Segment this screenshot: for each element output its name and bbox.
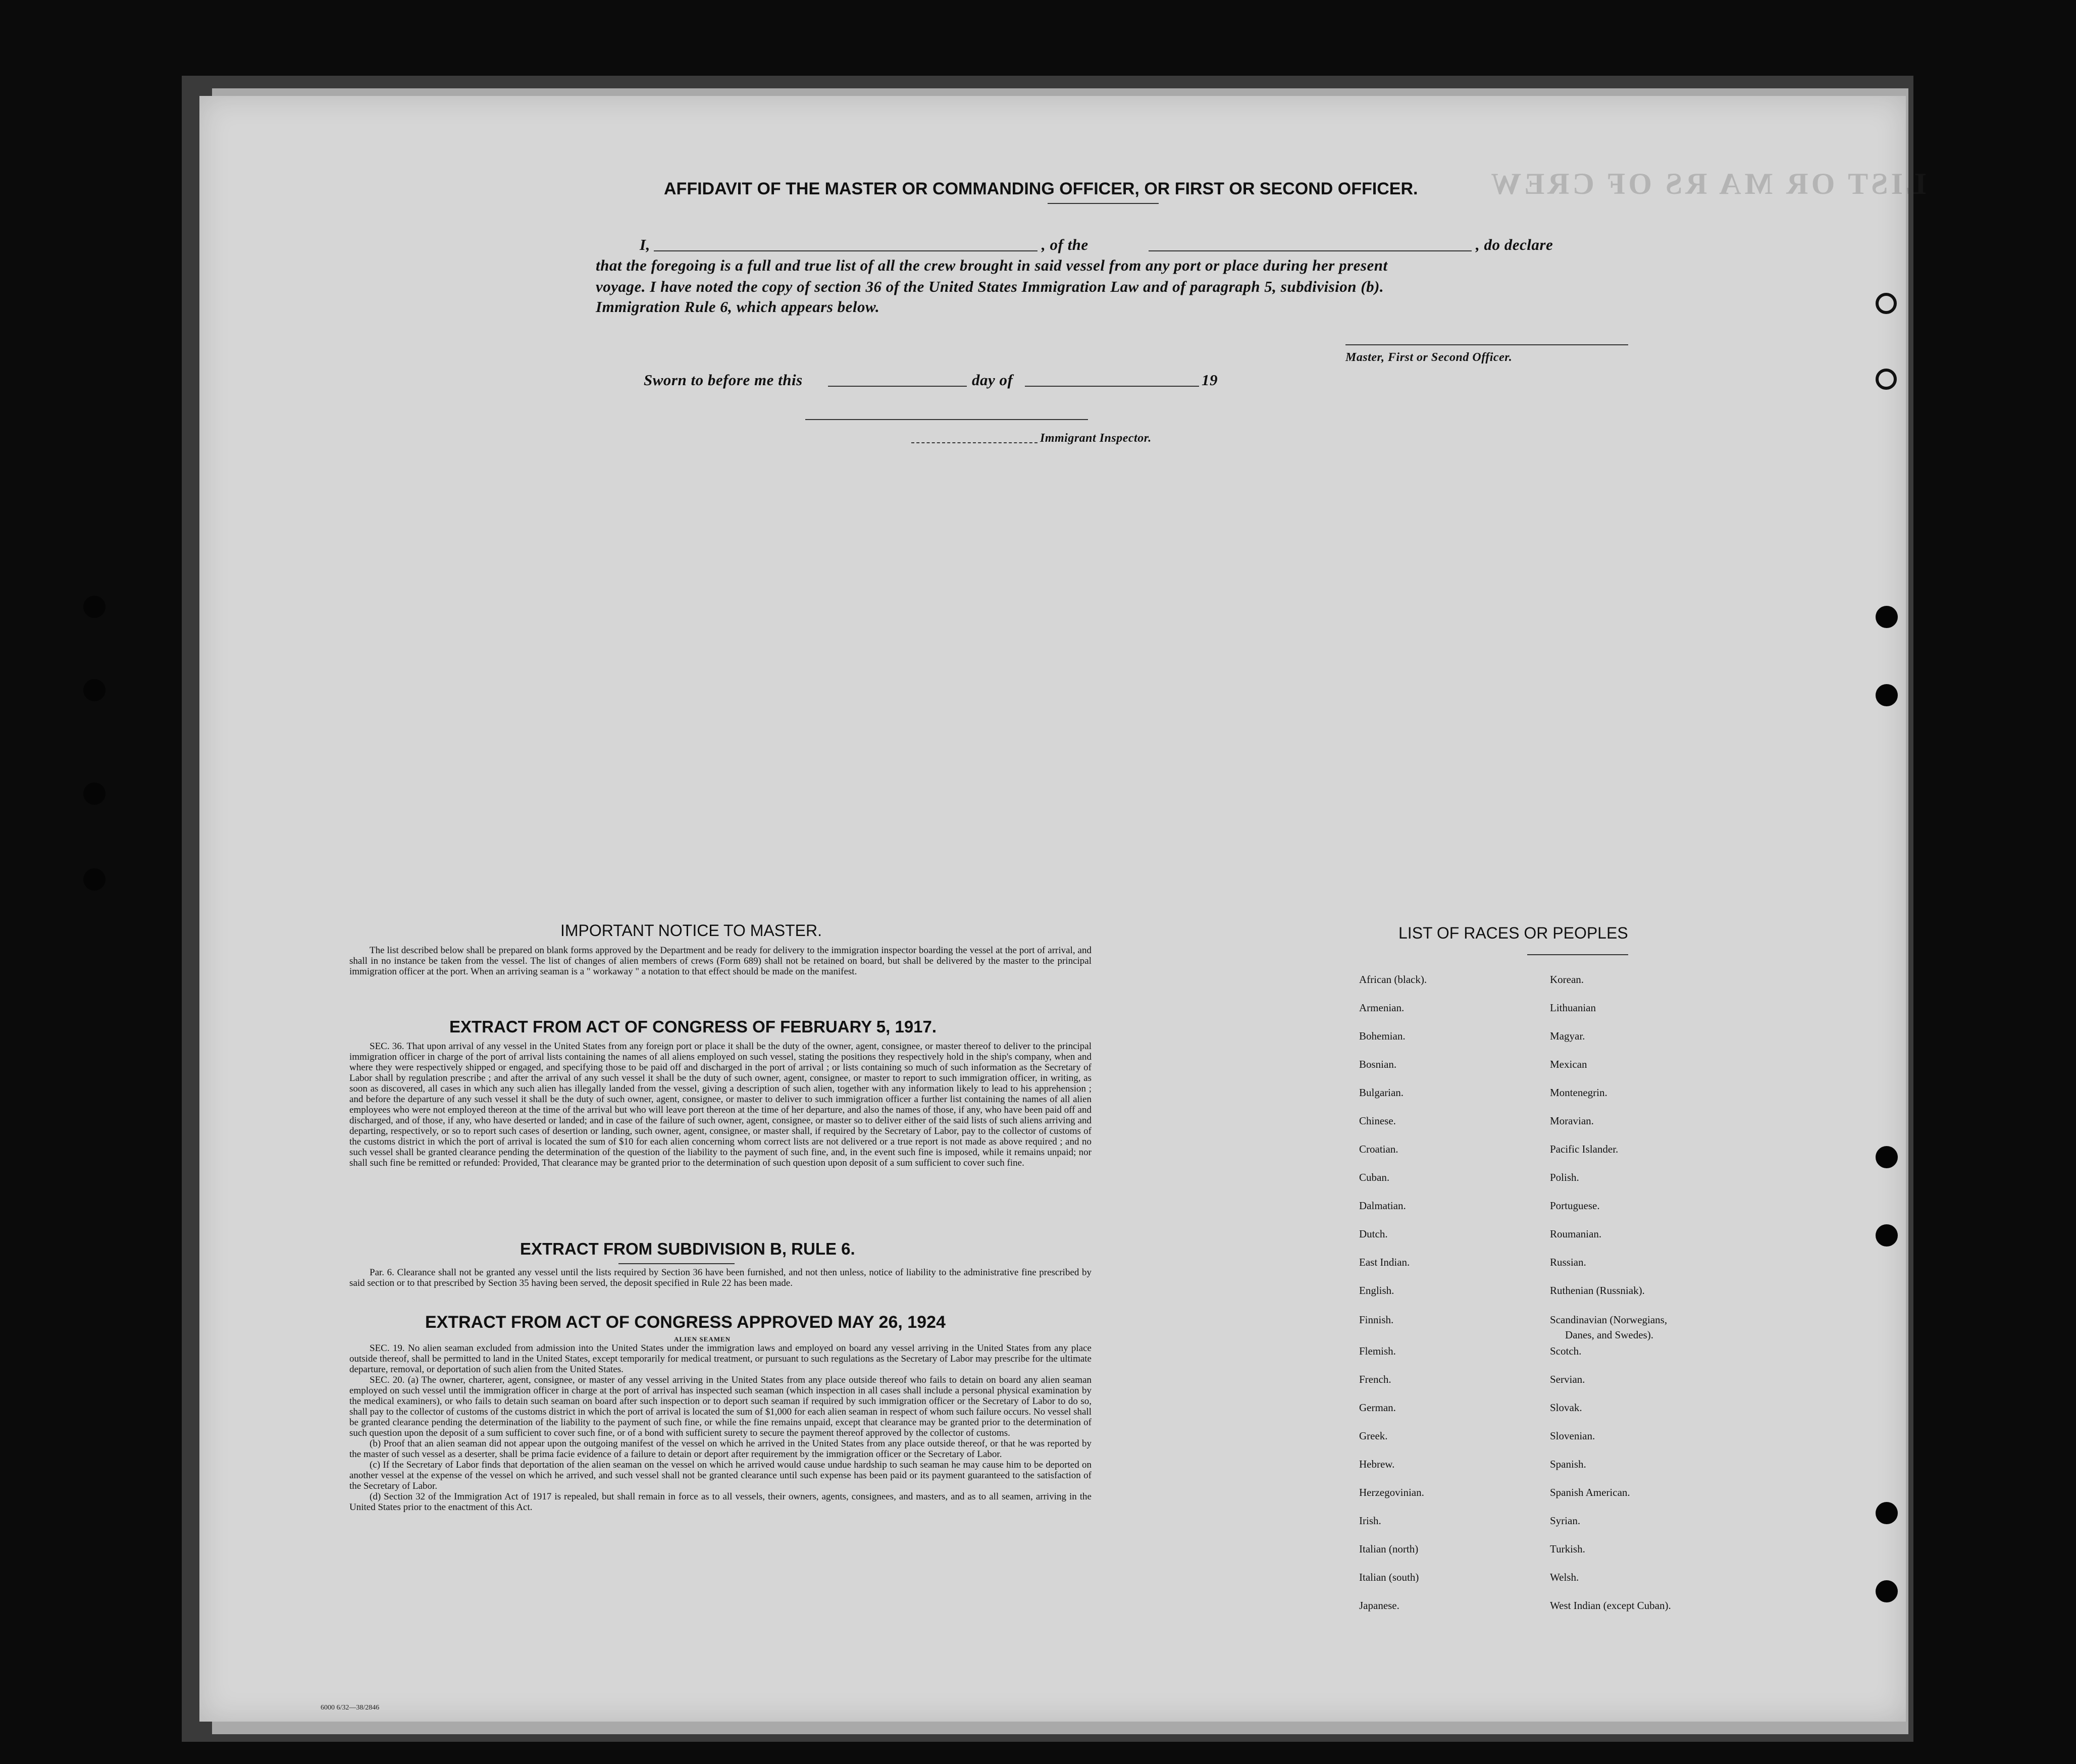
affidavit-line-2: that the foregoing is a full and true list of all the crew brought in said vessel from any port or place during her present: [596, 256, 1388, 274]
race-item: Scandinavian (Norwegians,: [1550, 1314, 1668, 1326]
bleed-through-title: LIST OR MA RS OF CREW: [1488, 167, 1926, 200]
race-item: Ruthenian (Russniak).: [1550, 1284, 1645, 1296]
race-item: Servian.: [1550, 1373, 1585, 1385]
binder-hole: [1876, 1502, 1898, 1524]
race-item: Welsh.: [1550, 1571, 1579, 1583]
binder-hole: [83, 679, 106, 701]
race-item: Japanese.: [1359, 1599, 1399, 1612]
sec-36-text: SEC. 36. That upon arrival of any vessel in the United States from any foreign port or place it shall be the duty of the owner, agent, consignee, or master thereof to deliver to the principal immigration officer in charge of the port of arrival lists containing the names of all aliens employed on such vessel, stating the positions they respectively hold in the ship's company, when and where they were respectively shipped or engaged, and specifying those to be paid off and discharged in the port of arrival ; or lists containing so much of such information as the Secretary of Labor shall by regulation prescribe ; and after the arrival of any such vessel it shall be the duty of such owner, agent, consignee, or master to report to such immigration officer, in writing, as soon as discovered, all cases in which any such alien has illegally landed from the vessel, giving a description of such alien, together with any information likely to lead to his apprehension ; and before the departure of any such vessel it shall be the duty of such owner, agent, consignee, or master to deliver to such immigration officer a further list containing the names of all alien employees who were not employed thereon at the time of the arrival but who will leave port thereon at the time of her departure, and also the names of those, if any, who have been paid off and discharged, and of those, if any, who have deserted or landed; and in case of the failure of such owner, agent, consignee, or master so to deliver either of the said lists of such aliens arriving and departing, respectively, or so to report such cases of desertion or landing, such owner, agent, consignee, or master shall, if required by the Secretary of Labor, pay to the collector of customs of the customs district in which the port of arrival is located the sum of $10 for each alien concerning whom correct lists are not delivered or a true report is not made as above required ; and no such vessel shall be granted clearance pending the determination of the question of the liability to the payment of such fine, and, in the event such fine is imposed, while it remains unpaid; nor shall such fine be remitted or refunded: Provided, That clearance may be granted prior to the determination of such question upon deposit of a sum sufficient to cover such fine.: [349, 1041, 1092, 1168]
race-item: Bulgarian.: [1359, 1086, 1404, 1099]
race-item: Mexican: [1550, 1058, 1587, 1070]
race-item: Spanish American.: [1550, 1486, 1630, 1498]
affidavit-line-3: voyage. I have noted the copy of section 36 of the United States Immigration Law and of paragraph 5, subdivision (b).: [596, 278, 1384, 295]
affidavit-title: AFFIDAVIT OF THE MASTER OR COMMANDING OFFICER, OR FIRST OR SECOND OFFICER.: [664, 179, 1418, 198]
race-item: Herzegovinian.: [1359, 1486, 1424, 1498]
race-item: Lithuanian: [1550, 1002, 1596, 1014]
par-6-text: Par. 6. Clearance shall not be granted any vessel until the lists required by Section 36 have been furnished, and not then unless, notice of liability to the administrative fine prescribed by said section or to that prescribed by Section 35 having been served, the deposit specified in Rule 22 has been made.: [349, 1267, 1092, 1288]
race-item: Dutch.: [1359, 1228, 1388, 1240]
race-item: Bohemian.: [1359, 1030, 1406, 1042]
day-of-label: day of: [972, 371, 1013, 389]
race-item: Flemish.: [1359, 1345, 1396, 1357]
name-blank: [654, 250, 1037, 251]
race-item: Portuguese.: [1550, 1200, 1600, 1212]
vessel-blank: [1149, 250, 1472, 251]
inspector-blank: [911, 442, 1037, 443]
form-code: 6000 6/32—38/2846: [321, 1704, 380, 1711]
binder-hole: [1876, 369, 1897, 390]
notice-body: [349, 945, 1092, 977]
sec-20d-text: (d) Section 32 of the Immigration Act of 1917 is repealed, but shall remain in force as to all vessels, their owners, agents, consignees, and masters, and as to all seamen, arriving in the United States prior to the enactment of this Act.: [349, 1491, 1092, 1513]
races-title: LIST OF RACES OR PEOPLES: [1398, 924, 1628, 942]
affidavit-of-the: , of the: [1042, 236, 1088, 253]
sec-19-text: SEC. 19. No alien seaman excluded from admission into the United States under the immigration laws and employed on board any vessel arriving in the United States from any place outside thereof, shall be permitted to land in the United States, except temporarily for medical treatment, or pursuant to such regulations as the Secretary of Labor may prescribe for the ultimate departure, removal, or deportation of such alien from the United States.: [349, 1343, 1092, 1375]
title-rule: [1048, 203, 1159, 204]
race-item: Moravian.: [1550, 1115, 1594, 1127]
sec-20c-text: (c) If the Secretary of Labor finds that deportation of the alien seaman on the vessel on which he arrived would cause undue hardship to such seaman he may cause him to be deported on another vessel at the expense of the vessel on which he arrived, and such vessel shall not be granted clearance until such expense has been paid or its payment guaranteed to the satisfaction of the Secretary of Labor.: [349, 1460, 1092, 1491]
sec-20a-text: SEC. 20. (a) The owner, charterer, agent, consignee, or master of any vessel arriving in the United States from any place outside thereof who fails to detain on board any alien seaman employed on such vessel until the immigration officer in charge at the port of arrival has inspected such seaman (which inspection in all cases shall include a personal physical examination by the medical examiners), or who fails to detain such seaman on board after such inspection or to deport such seaman if required by such immigration officer or the Secretary of Labor to do so, shall pay to the collector of customs of the customs district in which the port of arrival is located the sum of $1,000 for each alien seaman in respect of whom such failure occurs. No vessel shall be granted clearance pending the determination of the liability to the payment of such fine, or while the fine remains unpaid, except that clearance may be granted prior to the determination of such question upon the deposit of a sum sufficient to cover such fine, or of a bond with sufficient surety to secure the payment thereof approved by the collector of customs.: [349, 1375, 1092, 1438]
binder-hole: [1876, 1580, 1898, 1602]
race-item: African (black).: [1359, 973, 1427, 985]
binder-hole: [1876, 1146, 1898, 1168]
binder-hole: [1876, 1224, 1898, 1247]
race-item: Russian.: [1550, 1256, 1586, 1268]
binder-hole: [83, 868, 106, 891]
race-item: Scotch.: [1550, 1345, 1582, 1357]
month-blank: [1025, 386, 1199, 387]
sworn-label: Sworn to before me this: [644, 371, 803, 389]
race-item: Slovenian.: [1550, 1430, 1595, 1442]
extract-1924-title: EXTRACT FROM ACT OF CONGRESS APPROVED MAY 26, 1924: [425, 1313, 946, 1332]
notice-text: The list described below shall be prepared on blank forms approved by the Department and be ready for delivery to the immigration inspector boarding the vessel at the port of arrival, and shall in no instance be taken from the vessel. The list of changes of alien members of crews (Form 689) shall not be retained on board, but shall be delivered by the master to the principal immigration officer at the port. When an arriving seaman is a " workaway " a notation to that effect should be made on the manifest.: [349, 945, 1092, 977]
race-item: Italian (north): [1359, 1543, 1419, 1555]
race-item: West Indian (except Cuban).: [1550, 1599, 1671, 1612]
extract-1917-body: [349, 1041, 1092, 1168]
sec-20b-text: (b) Proof that an alien seaman did not appear upon the outgoing manifest of the vessel on which he arrived in the United States from any place outside thereof, or that he was reported by the master of such vessel as a deserter, shall be prima facie evidence of a failure to detain or deport after requirement by the immigration officer or the Secretary of Labor.: [349, 1438, 1092, 1460]
race-item: Turkish.: [1550, 1543, 1585, 1555]
race-item: Finnish.: [1359, 1314, 1394, 1326]
notice-title: IMPORTANT NOTICE TO MASTER.: [560, 921, 822, 940]
binder-hole: [1876, 684, 1898, 706]
race-item: Armenian.: [1359, 1002, 1405, 1014]
subdivision-title: EXTRACT FROM SUBDIVISION B, RULE 6.: [520, 1239, 855, 1258]
extract-1917-title: EXTRACT FROM ACT OF CONGRESS OF FEBRUARY 5, 1917.: [449, 1017, 937, 1036]
race-item: Slovak.: [1550, 1402, 1582, 1414]
race-item: Bosnian.: [1359, 1058, 1397, 1070]
inspector-label: Immigrant Inspector.: [1040, 432, 1152, 445]
race-item: Cuban.: [1359, 1171, 1390, 1183]
race-item: Syrian.: [1550, 1515, 1581, 1527]
race-item: Magyar.: [1550, 1030, 1585, 1042]
inspector-blank-upper: [805, 419, 1088, 420]
race-item: Greek.: [1359, 1430, 1388, 1442]
races-rule: [1527, 954, 1628, 955]
race-item: East Indian.: [1359, 1256, 1410, 1268]
affidavit-do-declare: , do declare: [1476, 236, 1553, 253]
year-label: 19: [1202, 371, 1218, 389]
master-label: Master, First or Second Officer.: [1345, 351, 1513, 364]
subdivision-body: [349, 1267, 1092, 1288]
race-item: Irish.: [1359, 1515, 1381, 1527]
race-item: German.: [1359, 1402, 1396, 1414]
subdivision-rule: [618, 1263, 735, 1264]
binder-hole: [83, 783, 106, 805]
race-item: Chinese.: [1359, 1115, 1396, 1127]
affidavit-line-4: Immigration Rule 6, which appears below.: [596, 298, 880, 316]
binder-hole: [1876, 293, 1897, 314]
race-item: Polish.: [1550, 1171, 1579, 1183]
race-item: Korean.: [1550, 973, 1584, 985]
race-item: Croatian.: [1359, 1143, 1398, 1155]
race-item: Hebrew.: [1359, 1458, 1395, 1470]
race-item-continuation: Danes, and Swedes).: [1565, 1329, 1653, 1341]
race-item: Italian (south): [1359, 1571, 1419, 1583]
race-item: Roumanian.: [1550, 1228, 1602, 1240]
affidavit-i-label: I,: [640, 236, 650, 253]
extract-1924-body: [349, 1343, 1092, 1513]
binder-hole: [83, 596, 106, 618]
binder-hole: [1876, 606, 1898, 628]
race-item: Spanish.: [1550, 1458, 1586, 1470]
race-item: Montenegrin.: [1550, 1086, 1607, 1099]
race-item: Dalmatian.: [1359, 1200, 1406, 1212]
alien-seamen-subtitle: ALIEN SEAMEN: [674, 1335, 731, 1343]
sworn-day-blank: [828, 386, 967, 387]
race-item: English.: [1359, 1284, 1394, 1296]
race-item: Pacific Islander.: [1550, 1143, 1619, 1155]
signature-blank: [1345, 344, 1628, 345]
document-page: [199, 96, 1926, 1722]
race-item: French.: [1359, 1373, 1391, 1385]
